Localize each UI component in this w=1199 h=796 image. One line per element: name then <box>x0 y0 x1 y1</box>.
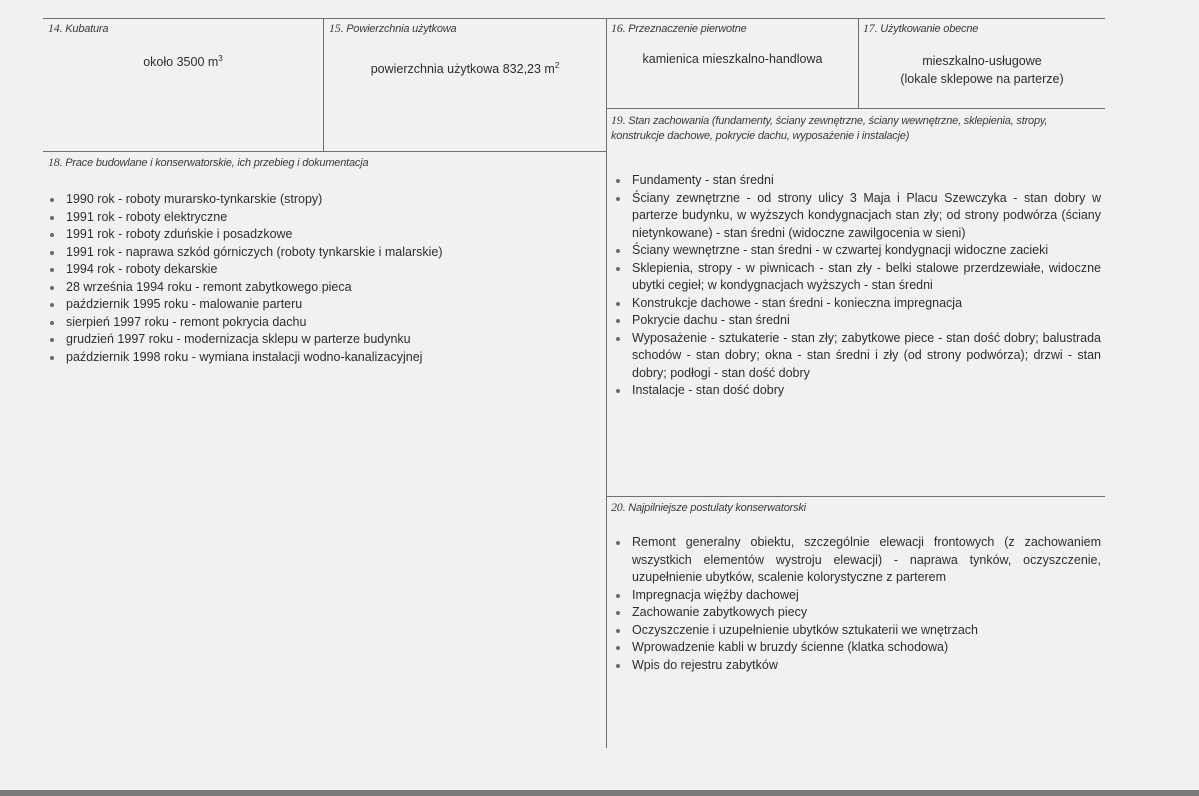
kubatura-title: Kubatura <box>65 23 109 35</box>
powierzchnia-value-text: powierzchnia użytkowa 832,23 m <box>370 62 555 76</box>
list-item: grudzień 1997 roku - modernizacja sklepu w parterze budynku <box>46 331 596 349</box>
powierzchnia-number: 15. <box>329 21 344 35</box>
list-item: Instalacje - stan dość dobry <box>612 382 1101 400</box>
list-item: 1991 rok - naprawa szkód górniczych (roboty tynkarskie i malarskie) <box>46 244 596 262</box>
uzytkowanie-number: 17. <box>863 21 878 35</box>
list-item: Konstrukcje dachowe - stan średni - konieczna impregnacja <box>612 295 1101 313</box>
powierzchnia-value-sup: 2 <box>554 60 560 70</box>
prace-number: 18. <box>48 155 63 169</box>
przeznaczenie-title: Przeznaczenie pierwotne <box>628 23 747 35</box>
list-item: 1994 rok - roboty dekarskie <box>46 261 596 279</box>
list-item: Impregnacja więźby dachowej <box>612 587 1101 605</box>
kubatura-value <box>43 53 323 71</box>
list-item: Wyposażenie - sztukaterie - stan zły; zabytkowe piece - stan dość dobry; balustrada schodów - stan dobry; okna - stan średni i zły (od strony podwórza); drzwi - stan dobry; podłogi - stan dość dobry <box>612 330 1101 383</box>
list-item: Zachowanie zabytkowych piecy <box>612 604 1101 622</box>
prace-title: Prace budowlane i konserwatorskie, ich przebieg i dokumentacja <box>65 157 369 169</box>
postulaty-list <box>612 534 1101 674</box>
powierzchnia-label <box>329 21 456 36</box>
list-item: 1990 rok - roboty murarsko-tynkarskie (stropy) <box>46 191 596 209</box>
postulaty-title: Najpilniejsze postulaty konserwatorski <box>628 502 806 514</box>
uzytkowanie-value-line2: (lokale sklepowe na parterze) <box>900 72 1064 86</box>
list-item: październik 1998 roku - wymiana instalacji wodno-kanalizacyjnej <box>46 349 596 367</box>
powierzchnia-value <box>324 60 606 78</box>
stan-title: Stan zachowania (fundamenty, ściany zewnętrzne, ściany wewnętrzne, sklepienia, stropy, konstrukcje dachowe, pokrycie dachu, wyposażenie i instalacje) <box>611 115 1048 142</box>
rule-above-18 <box>43 151 607 152</box>
list-item: Wpis do rejestru zabytków <box>612 657 1101 675</box>
stan-list <box>612 172 1101 400</box>
list-item: Fundamenty - stan średni <box>612 172 1101 190</box>
list-item: Oczyszczenie i uzupełnienie ubytków sztukaterii we wnętrzach <box>612 622 1101 640</box>
list-item: 1991 rok - roboty elektryczne <box>46 209 596 227</box>
rule-above-20 <box>606 496 1105 497</box>
przeznaczenie-label <box>611 21 747 36</box>
uzytkowanie-label <box>863 21 978 36</box>
postulaty-label <box>611 500 806 515</box>
uzytkowanie-value <box>859 52 1105 88</box>
kubatura-label <box>48 21 108 36</box>
uzytkowanie-title: Użytkowanie obecne <box>880 23 979 35</box>
kubatura-value-text: około 3500 m <box>143 55 219 69</box>
postulaty-number: 20. <box>611 500 626 514</box>
list-item: Ściany zewnętrzne - od strony ulicy 3 Maja i Placu Szewczyka - stan dobry w parterze budynku, w wyższych kondygnacjach stan zły; od strony podwórza (ściany nietynkowane) - stan średni (widoczne zawilgocenia w sieni) <box>612 190 1101 243</box>
prace-list <box>46 191 596 366</box>
prace-label <box>48 155 368 170</box>
uzytkowanie-value-line1: mieszkalno-usługowe <box>922 54 1042 68</box>
list-item: Ściany wewnętrzne - stan średni - w czwartej kondygnacji widoczne zacieki <box>612 242 1101 260</box>
list-item: sierpień 1997 roku - remont pokrycia dachu <box>46 314 596 332</box>
list-item: 1991 rok - roboty zduńskie i posadzkowe <box>46 226 596 244</box>
list-item: 28 września 1994 roku - remont zabytkowego pieca <box>46 279 596 297</box>
top-rule <box>43 18 1105 19</box>
rule-above-19 <box>606 108 1105 109</box>
stan-number: 19. <box>611 113 626 127</box>
przeznaczenie-value: kamienica mieszkalno-handlowa <box>642 52 823 66</box>
kubatura-number: 14. <box>48 21 63 35</box>
scan-bottom-edge <box>0 790 1199 796</box>
list-item: Pokrycie dachu - stan średni <box>612 312 1101 330</box>
main-vertical-divider <box>606 18 607 748</box>
divider-14-15 <box>323 18 324 151</box>
przeznaczenie-number: 16. <box>611 21 626 35</box>
list-item: Wprowadzenie kabli w bruzdy ścienne (klatka schodowa) <box>612 639 1101 657</box>
list-item: październik 1995 roku - malowanie parteru <box>46 296 596 314</box>
kubatura-value-sup: 3 <box>218 53 223 63</box>
stan-label <box>611 113 1101 144</box>
powierzchnia-title: Powierzchnia użytkowa <box>346 23 457 35</box>
list-item: Remont generalny obiektu, szczególnie elewacji frontowych (z zachowaniem wszystkich elementów wystroju elewacji) - naprawa tynków, oczyszczenie, uzupełnienie ubytków, scalenie kolorystyczne z parterem <box>612 534 1101 587</box>
list-item: Sklepienia, stropy - w piwnicach - stan zły - belki stalowe przerdzewiałe, widoczne ubytki cegieł; w kondygnacjach wyższych - stan średni <box>612 260 1101 295</box>
